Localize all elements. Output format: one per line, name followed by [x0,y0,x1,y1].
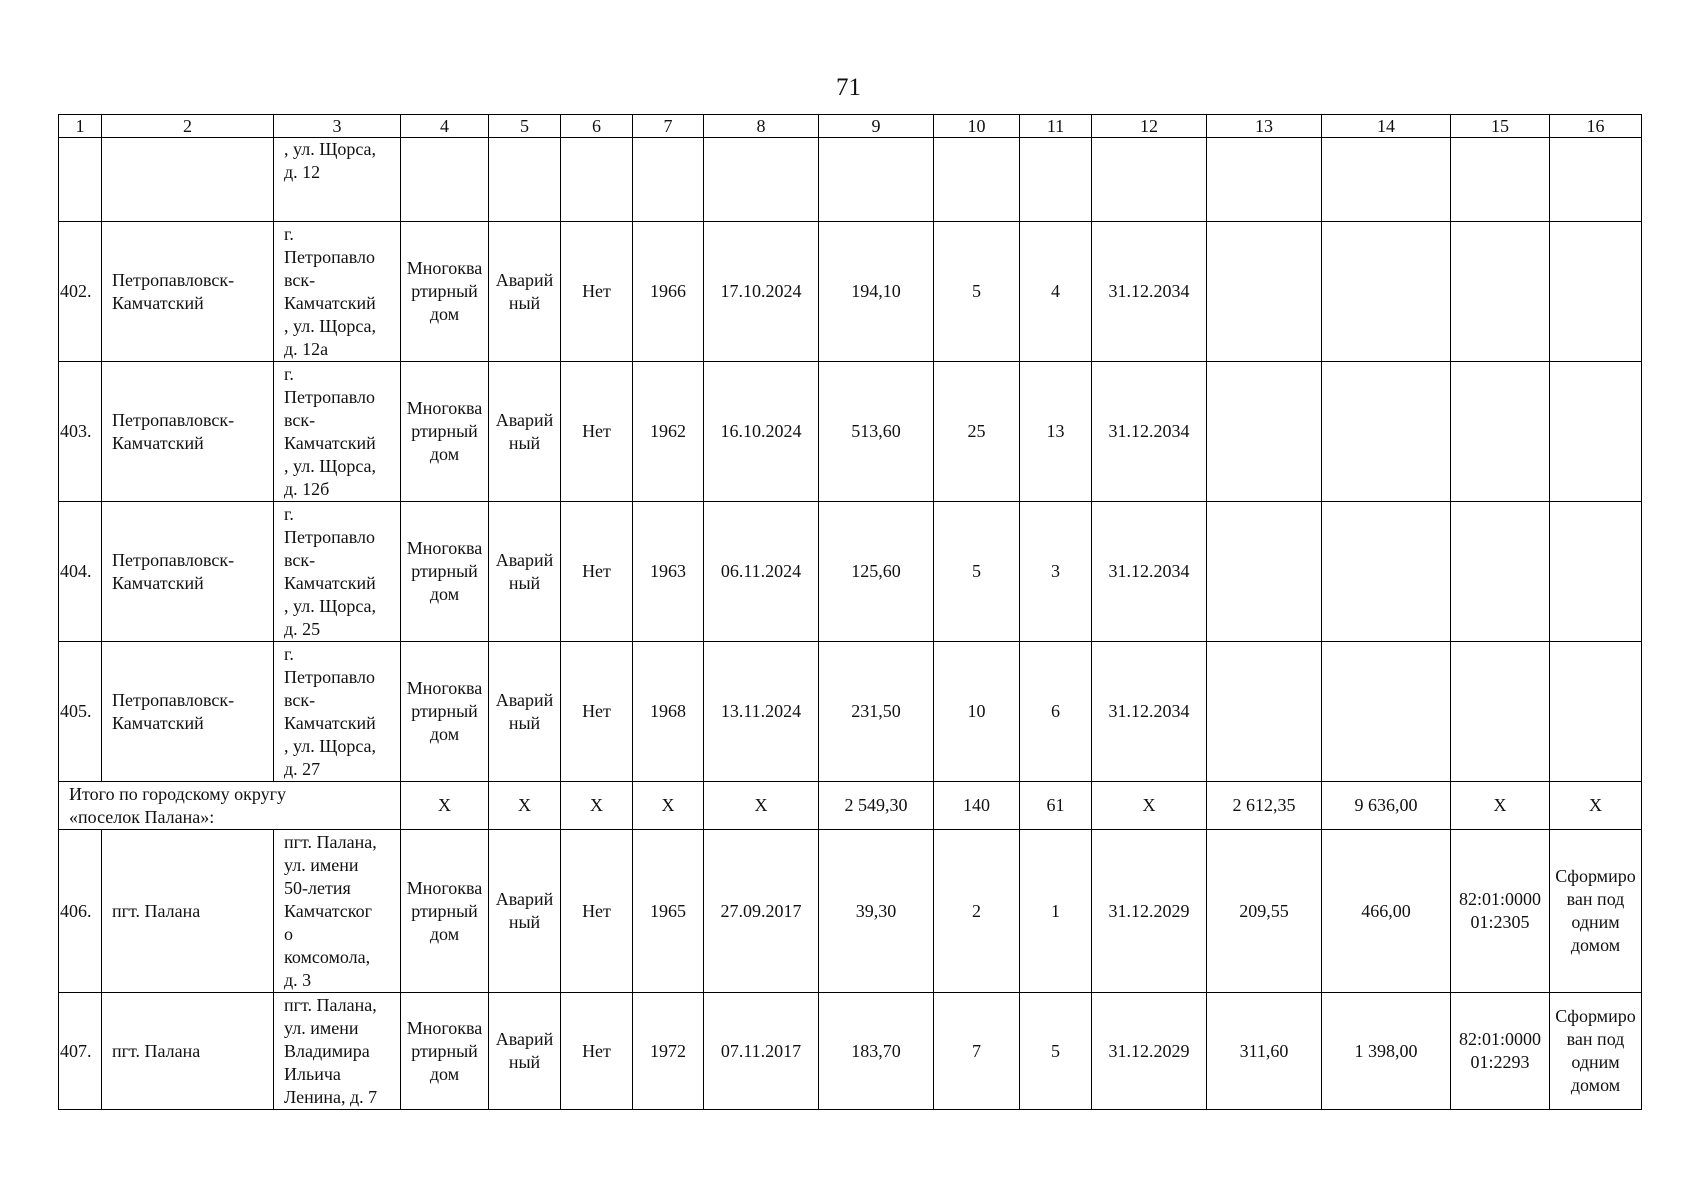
table-cell [1322,362,1451,502]
column-number: 5 [489,115,561,138]
building-type-cell: Многоква ртирный дом [401,642,489,782]
table-row [59,830,1642,993]
municipality-cell: Петропавловск- Камчатский [102,362,274,502]
address-cell: г. Петропавло вск- Камчатский , ул. Щорса, д. 25 [274,502,401,642]
table-cell [1207,642,1322,782]
date-cell: 31.12.2034 [1092,502,1207,642]
table-cell [1207,502,1322,642]
date-cell: 17.10.2024 [704,222,819,362]
table-row [59,502,1642,642]
column-number: 11 [1020,115,1092,138]
table-cell: 140 [934,782,1020,830]
date-cell: 31.12.2029 [1092,993,1207,1110]
table-cell [1451,362,1550,502]
year-cell: 1968 [633,642,704,782]
table-cell [489,138,561,222]
table-cell [1550,138,1642,222]
table-cell: 2 [934,830,1020,993]
table-cell [1451,642,1550,782]
table-cell [1322,222,1451,362]
table-cell: Х [1451,782,1550,830]
land-status-cell: Сформиро ван под одним домом [1550,830,1642,993]
table-row [59,993,1642,1110]
table-cell: 6 [1020,642,1092,782]
area-cell: 183,70 [819,993,934,1110]
table-cell [1207,362,1322,502]
municipality-cell: пгт. Палана [102,830,274,993]
building-type-cell: Многоква ртирный дом [401,830,489,993]
address-cell: г. Петропавло вск- Камчатский , ул. Щорса, д. 27 [274,642,401,782]
date-cell: 07.11.2017 [704,993,819,1110]
area-cell: 513,60 [819,362,934,502]
year-cell: 1966 [633,222,704,362]
register-table [58,114,1642,1110]
column-number: 1 [59,115,102,138]
area-cell: 231,50 [819,642,934,782]
table-cell [1322,502,1451,642]
total-row [59,782,1642,830]
year-cell: 1965 [633,830,704,993]
row-number: 407. [59,993,102,1110]
table-cell [1207,138,1322,222]
column-number: 7 [633,115,704,138]
column-number: 14 [1322,115,1451,138]
table-cell [633,138,704,222]
table-cell [1550,222,1642,362]
table-row [59,362,1642,502]
table-cell: Нет [561,222,633,362]
column-number: 2 [102,115,274,138]
table-cell: Нет [561,362,633,502]
table-cell: 3 [1020,502,1092,642]
cadastral-number-cell: 82:01:0000 01:2305 [1451,830,1550,993]
table-cell: Х [1550,782,1642,830]
row-number: 406. [59,830,102,993]
table-cell: 5 [1020,993,1092,1110]
table-cell: 466,00 [1322,830,1451,993]
municipality-cell: Петропавловск- Камчатский [102,642,274,782]
address-cell: г. Петропавло вск- Камчатский , ул. Щорса, д. 12б [274,362,401,502]
table-cell [1207,222,1322,362]
column-number: 16 [1550,115,1642,138]
year-cell: 1963 [633,502,704,642]
table-cell: 1 [1020,830,1092,993]
building-type-cell: Многоква ртирный дом [401,993,489,1110]
table-cell: 7 [934,993,1020,1110]
date-cell: 06.11.2024 [704,502,819,642]
date-cell: 31.12.2034 [1092,642,1207,782]
status-cell: Аварий ный [489,502,561,642]
area-cell: 39,30 [819,830,934,993]
date-cell: 27.09.2017 [704,830,819,993]
land-status-cell: Сформиро ван под одним домом [1550,993,1642,1110]
column-number-row [59,115,1642,138]
table-cell: Х [561,782,633,830]
status-cell: Аварий ный [489,830,561,993]
row-number: 402. [59,222,102,362]
table-cell [1451,222,1550,362]
address-cell: г. Петропавло вск- Камчатский , ул. Щорса, д. 12а [274,222,401,362]
table-cell: Нет [561,502,633,642]
area-cell: 194,10 [819,222,934,362]
table-cell [704,138,819,222]
column-number: 3 [274,115,401,138]
table-cell [561,138,633,222]
table-cell [401,138,489,222]
table-cell [59,138,102,222]
column-number: 6 [561,115,633,138]
date-cell: 16.10.2024 [704,362,819,502]
table-cell [1550,362,1642,502]
table-cell [1092,138,1207,222]
continuation-row [59,138,1642,222]
table-cell: Х [1092,782,1207,830]
table-cell: Х [633,782,704,830]
table-cell [1550,642,1642,782]
page-number: 71 [836,74,861,101]
year-cell: 1962 [633,362,704,502]
table-cell: Х [704,782,819,830]
area-cell: 125,60 [819,502,934,642]
building-type-cell: Многоква ртирный дом [401,502,489,642]
address-cell: пгт. Палана, ул. имени 50-летия Камчатског о комсомола, д. 3 [274,830,401,993]
table-cell [1550,502,1642,642]
row-number: 404. [59,502,102,642]
building-type-cell: Многоква ртирный дом [401,222,489,362]
status-cell: Аварий ный [489,362,561,502]
column-number: 13 [1207,115,1322,138]
table-cell [1451,138,1550,222]
total-area-cell: 2 549,30 [819,782,934,830]
table-row [59,222,1642,362]
table-cell [1322,138,1451,222]
table-cell: 13 [1020,362,1092,502]
table-cell: Нет [561,830,633,993]
table-cell [819,138,934,222]
table-cell [1020,138,1092,222]
date-cell: 13.11.2024 [704,642,819,782]
column-number: 15 [1451,115,1550,138]
column-number: 9 [819,115,934,138]
municipality-cell: Петропавловск- Камчатский [102,502,274,642]
table-cell: 25 [934,362,1020,502]
table-cell [934,138,1020,222]
table-cell: Нет [561,993,633,1110]
table-cell: 10 [934,642,1020,782]
building-type-cell: Многоква ртирный дом [401,362,489,502]
table-cell: 311,60 [1207,993,1322,1110]
municipality-cell: Петропавловск- Камчатский [102,222,274,362]
date-cell: 31.12.2029 [1092,830,1207,993]
date-cell: 31.12.2034 [1092,362,1207,502]
table-cell: 61 [1020,782,1092,830]
table-cell [1322,642,1451,782]
total-label: Итого по городскому округу «поселок Палана»: [59,782,401,830]
date-cell: 31.12.2034 [1092,222,1207,362]
row-number: 403. [59,362,102,502]
status-cell: Аварий ный [489,222,561,362]
status-cell: Аварий ный [489,642,561,782]
municipality-cell: пгт. Палана [102,993,274,1110]
column-number: 12 [1092,115,1207,138]
column-number: 8 [704,115,819,138]
table-row [59,642,1642,782]
table-cell [1451,502,1550,642]
table-cell: 5 [934,502,1020,642]
table-cell: Нет [561,642,633,782]
address-cell: , ул. Щорса, д. 12 [274,138,401,222]
table-cell: 4 [1020,222,1092,362]
row-number: 405. [59,642,102,782]
status-cell: Аварий ный [489,993,561,1110]
table-cell: Х [401,782,489,830]
year-cell: 1972 [633,993,704,1110]
address-cell: пгт. Палана, ул. имени Владимира Ильича Ленина, д. 7 [274,993,401,1110]
table-cell: 2 612,35 [1207,782,1322,830]
table-cell: 5 [934,222,1020,362]
column-number: 10 [934,115,1020,138]
table-cell: 209,55 [1207,830,1322,993]
table-cell [102,138,274,222]
table-cell: Х [489,782,561,830]
table-cell: 9 636,00 [1322,782,1451,830]
cadastral-number-cell: 82:01:0000 01:2293 [1451,993,1550,1110]
table-cell: 1 398,00 [1322,993,1451,1110]
column-number: 4 [401,115,489,138]
